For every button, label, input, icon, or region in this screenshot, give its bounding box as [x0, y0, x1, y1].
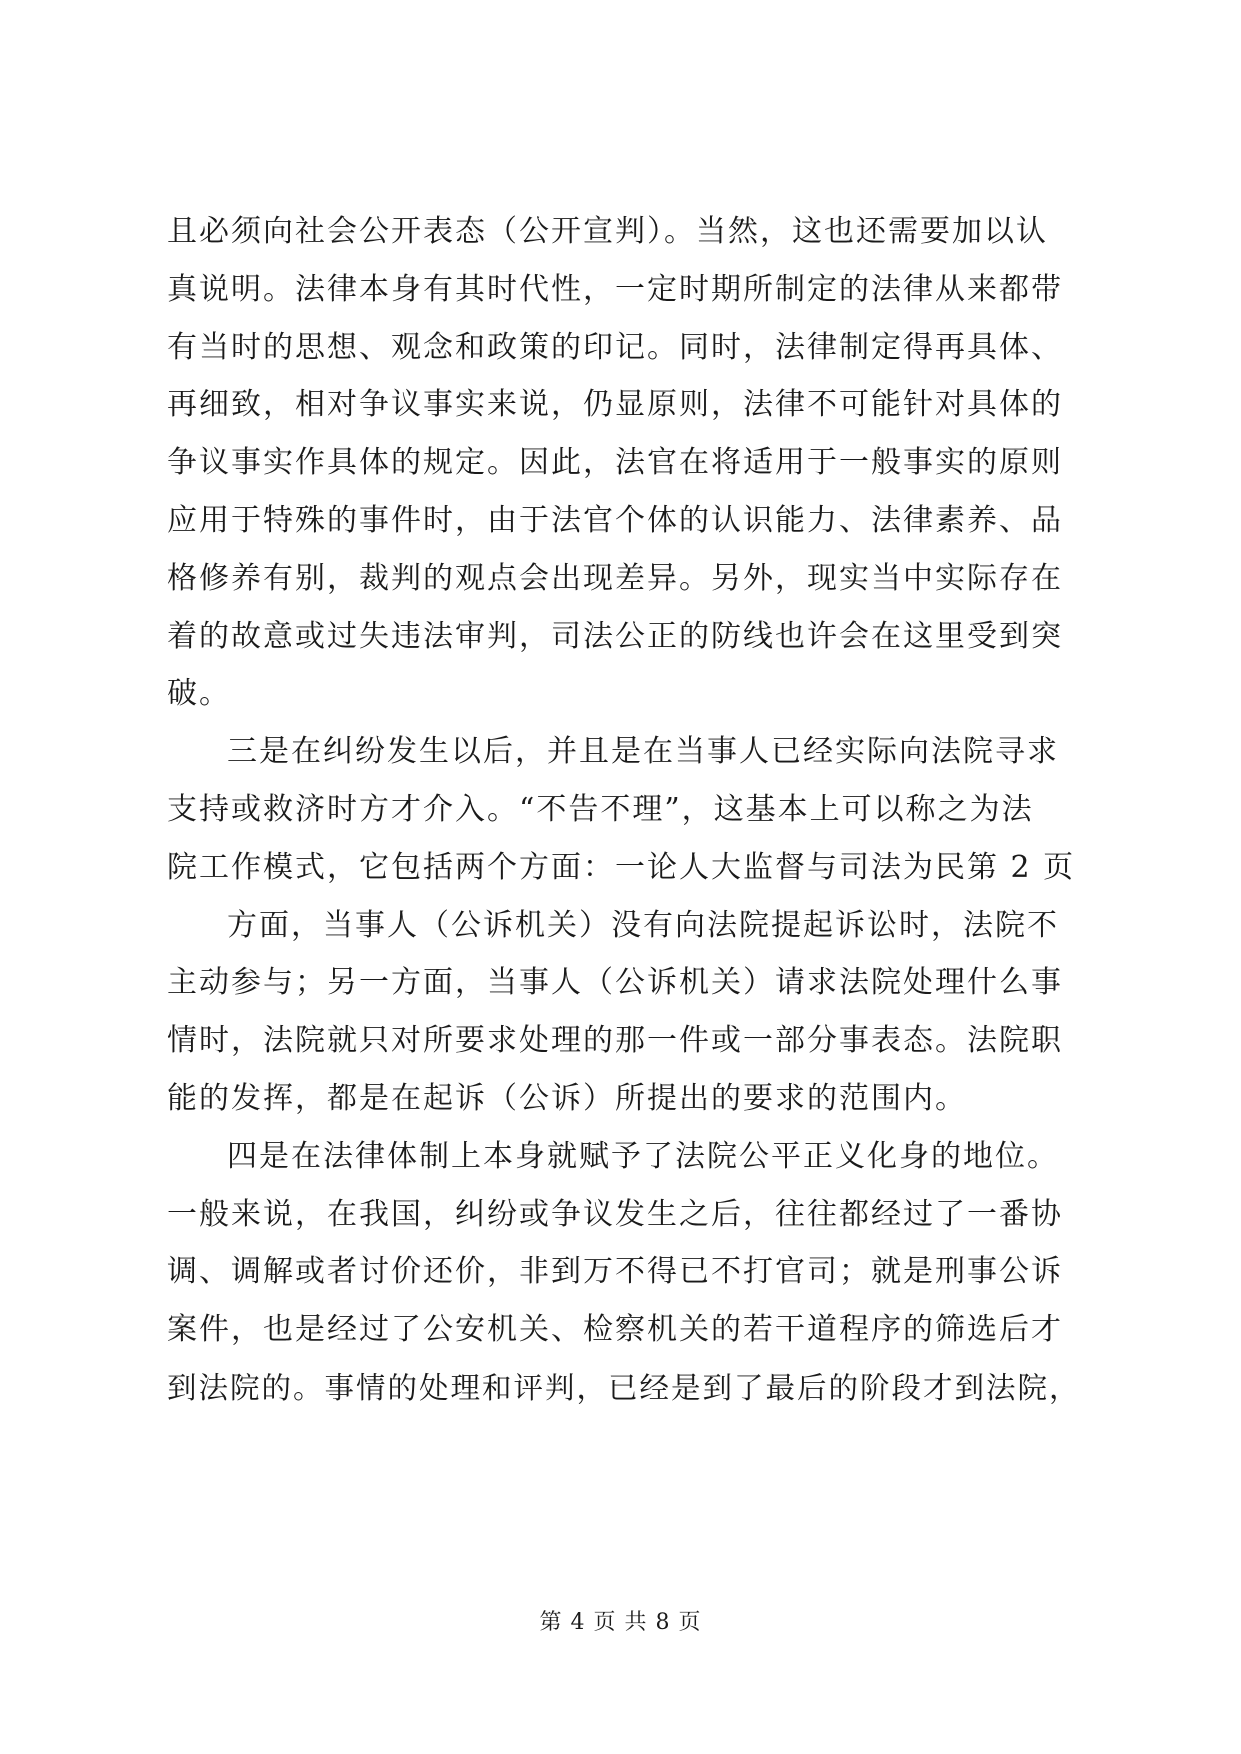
body-line-7: 格修养有别，裁判的观点会出现差异。另外，现实当中实际存在: [167, 561, 1063, 596]
body-line-6: 应用于特殊的事件时，由于法官个体的认识能力、法律素养、品: [167, 503, 1063, 538]
body-line-15: 情时，法院就只对所要求处理的那一件或一部分事表态。法院职: [167, 1023, 1063, 1058]
body-line-14: 主动参与；另一方面，当事人（公诉机关）请求法院处理什么事: [167, 965, 1063, 1000]
body-line-9: 破。: [167, 676, 231, 711]
body-line-5: 争议事实作具体的规定。因此，法官在将适用于一般事实的原则: [167, 445, 1063, 480]
body-line-10: 三是在纠纷发生以后，并且是在当事人已经实际向法院寻求: [227, 734, 1059, 769]
body-line-19: 调、调解或者讨价还价，非到万不得已不打官司；就是刑事公诉: [167, 1254, 1063, 1289]
body-line-21: 到法院的。事情的处理和评判，已经是到了最后的阶段才到法院，: [167, 1371, 1081, 1405]
body-line-20: 案件，也是经过了公安机关、检察机关的若干道程序的筛选后才: [167, 1312, 1063, 1347]
body-line-1: 且必须向社会公开表态（公开宣判）。当然，这也还需要加以认: [167, 214, 1048, 249]
body-line-8: 着的故意或过失违法审判，司法公正的防线也许会在这里受到突: [167, 619, 1063, 654]
body-line-2: 真说明。法律本身有其时代性，一定时期所制定的法律从来都带: [167, 272, 1063, 307]
body-line-18: 一般来说，在我国，纠纷或争议发生之后，往往都经过了一番协: [167, 1197, 1063, 1232]
body-line-13: 方面，当事人（公诉机关）没有向法院提起诉讼时，法院不: [227, 908, 1059, 943]
body-line-16: 能的发挥，都是在起诉（公诉）所提出的要求的范围内。: [167, 1081, 967, 1116]
body-line-4: 再细致，相对争议事实来说，仍显原则，法律不可能针对具体的: [167, 387, 1063, 422]
page-number-footer: 第 4 页 共 8 页: [539, 1610, 702, 1635]
body-line-11: 支持或救济时方才介入。“不告不理”，这基本上可以称之为法: [167, 792, 1034, 827]
body-line-3: 有当时的思想、观念和政策的印记。同时，法律制定得再具体、: [167, 330, 1063, 365]
body-line-12: 院工作模式，它包括两个方面：一论人大监督与司法为民第 2 页: [167, 850, 1076, 885]
body-line-17: 四是在法律体制上本身就赋予了法院公平正义化身的地位。: [227, 1139, 1059, 1174]
